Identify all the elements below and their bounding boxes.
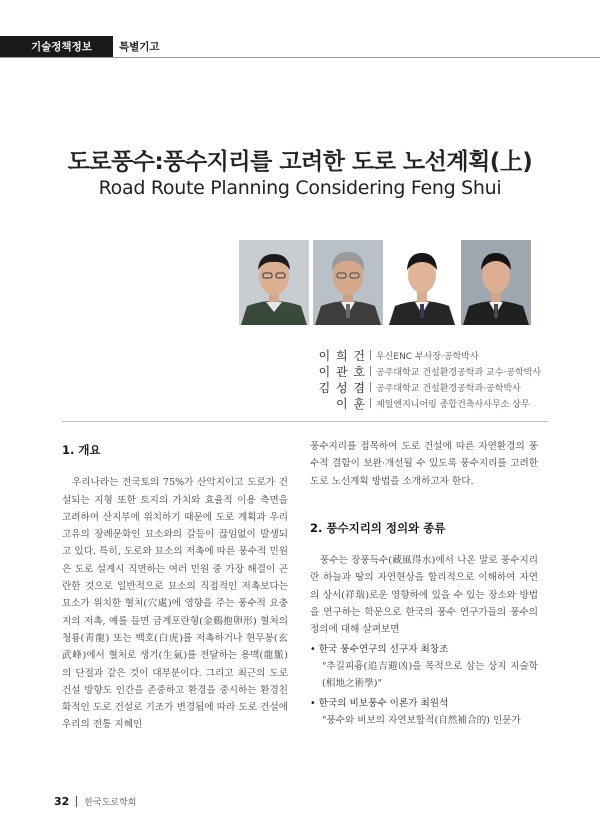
author-photo-3 <box>387 240 457 325</box>
author-row <box>316 347 541 363</box>
section2-bullet: • 한국 풍수연구의 선구자 최창조 <box>310 643 449 655</box>
page-number: 32 <box>54 795 70 808</box>
author-affiliation: 공주대학교 건설환경공학과·공학박사 <box>376 383 521 394</box>
section2-bullet: • 한국의 비보풍수 이론가 최원석 <box>310 697 449 709</box>
section1-continuation: 풍수지리를 접목하여 도로 건설에 따른 자연환경의 풍수적 결함이 보완·개선될 수 있도록 풍수지리를 고려한 도로 노선계획 방법을 소개하고자 한다. <box>310 441 538 487</box>
header-category: 특별기고 <box>119 41 160 53</box>
author-photo-1 <box>239 240 309 325</box>
author-affiliation: 공주대학교 건설환경공학과 교수·공학박사 <box>376 367 542 378</box>
author-photos <box>239 240 531 325</box>
header-bar <box>0 36 160 57</box>
section2-title: 2. 풍수지리의 정의와 종류 <box>310 520 446 535</box>
title-english: Road Route Planning Considering Feng Shui <box>98 177 502 199</box>
left-column <box>62 432 288 734</box>
author-row <box>316 363 541 379</box>
author-name: 김 성 겸 <box>318 380 366 395</box>
right-column <box>310 432 538 729</box>
author-row <box>316 379 541 395</box>
author-row <box>316 395 541 411</box>
author-list <box>316 347 541 411</box>
footer-separator <box>76 796 77 807</box>
header-series: 기술정책정보 <box>0 36 113 57</box>
author-photo-4 <box>461 240 531 325</box>
author-separator <box>370 350 371 360</box>
author-name: 이 희 건 <box>318 348 366 363</box>
section2-quote: "추길피흉(追吉避凶)을 목적으로 삼는 상지 지술학(相地之術學)" <box>322 660 538 690</box>
section1-paragraph: 우리나라는 전국토의 75%가 산악지이고 도로가 건설되는 지형 또한 토지의 가치와 효율적 이용 측면을 고려하여 산지부에 위치하기 때문에 도로 계획과 우리 고유의 장례문화인 묘소와의 갈등이 끊임없이 발생되고 있다. 특히, 도로와 묘소의 저촉에 따른 풍수적 민원은 도로 설계시 직면하는 여러 민원 중 가장 해결이 곤란한 것으로 일반적으로 묘소의 직접적인 저촉보다는 묘소가 위치한 혈처(穴處)에 영향을 주는 풍수적 요충지의 저촉, 예를 들면 금계포란형(金鷄抱卵形) 혈처의 청룡(靑龍) 또는 백호(白虎)를 저촉하거나 현무봉(玄武峰)에서 혈처로 생기(生氣)를 전달하는 용맥(龍脈)의 단절과 같은 것이 대부분이다. 그리고 최근의 도로건설 방향도 인간을 존중하고 환경을 중시하는 환경친화적인 도로 건설로 기조가 변경됨에 따라 도로 건설에 우리의 전통 지혜인 <box>62 477 288 731</box>
section2-paragraph: 풍수는 장풍득수(藏風得水)에서 나온 말로 풍수지리란 하늘과 땅의 자연현상을 합리적으로 이해하여 자연의 상서(祥瑞)로운 영향하에 있을 수 있는 장소와 방법을 연구하는 학문으로 한국의 풍수 연구가들의 풍수의 정의에 대해 살펴보면 <box>310 555 538 636</box>
author-separator <box>370 366 371 376</box>
author-separator <box>370 398 371 408</box>
section-divider <box>62 421 548 422</box>
author-photo-2 <box>313 240 383 325</box>
section1-title: 1. 개요 <box>62 443 101 457</box>
page-footer <box>54 795 136 808</box>
publisher-name: 한국도로학회 <box>84 798 137 808</box>
author-name: 이 훈 <box>336 396 366 411</box>
author-separator <box>370 382 371 392</box>
author-affiliation: 우신ENC 부사장·공학박사 <box>376 351 479 362</box>
header-divider <box>0 57 600 58</box>
author-affiliation: 제일엔지니어링 종합건축사사무소 상무 <box>376 399 530 410</box>
section2-quote: "풍수와 비보의 자연보합적(自然補合的) 인문가 <box>322 714 521 726</box>
title-korean: 도로풍수:풍수지리를 고려한 도로 노선계획(上) <box>67 149 533 175</box>
author-name: 이 관 호 <box>318 364 366 379</box>
